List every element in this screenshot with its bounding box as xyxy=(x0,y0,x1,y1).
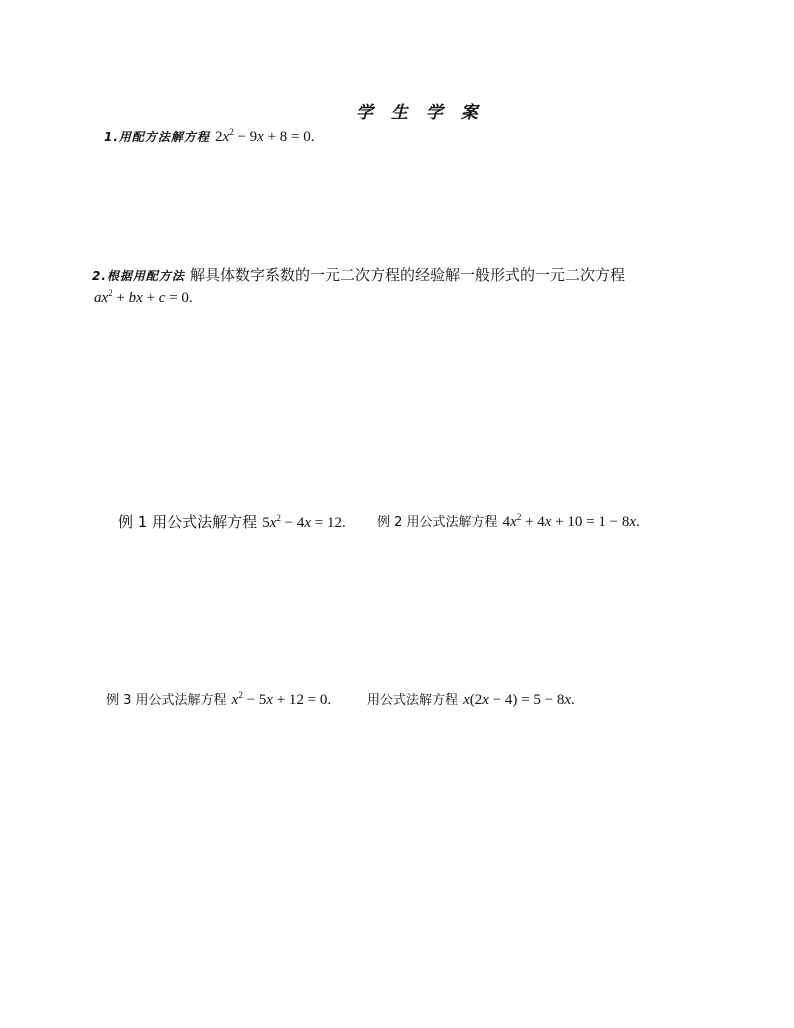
example-3-equation: $x^2 - 5x + 12 = 0$. xyxy=(231,690,332,708)
question-1 xyxy=(104,126,315,146)
example-1-equation: $5x^2 - 4x = 12$. xyxy=(262,513,346,531)
example-3 xyxy=(106,689,331,709)
question-1-label: 1.用配方法解方程 xyxy=(104,130,210,144)
example-1-label: 例 1 用公式法解方程 xyxy=(118,513,258,531)
question-2-equation: $ax^2$ + bx + c = 0. xyxy=(94,288,193,306)
question-2-text: 解具体数字系数的一元二次方程的经验解一般形式的一元二次方程 xyxy=(190,266,626,284)
question-1-equation: $2x^2 - 9x + 8 = 0$. xyxy=(215,127,315,145)
example-2-label: 例 2 用公式法解方程 xyxy=(377,515,498,530)
question-2-label: 2.根据用配方法 xyxy=(92,269,185,283)
example-2 xyxy=(377,511,640,531)
example-1 xyxy=(118,511,346,532)
page-title: 学 生 学 案 xyxy=(356,103,484,123)
example-4-label: 用公式法解方程 xyxy=(367,693,459,708)
example-3-label: 例 3 用公式法解方程 xyxy=(106,693,227,708)
example-4-equation: x(2x − 4) = 5 − 8x. xyxy=(463,692,575,708)
example-4 xyxy=(367,689,575,709)
question-2 xyxy=(92,264,625,285)
example-2-equation: $4x^2 + 4x + 10 = 1 - 8x$. xyxy=(502,512,640,530)
